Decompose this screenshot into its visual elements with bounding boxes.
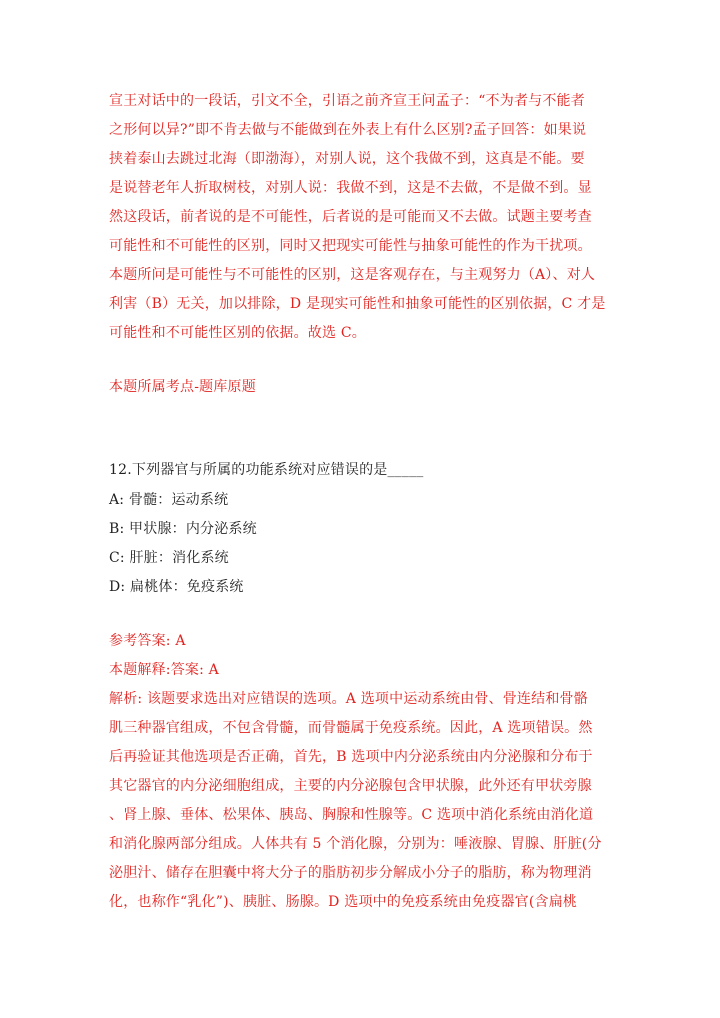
option-d: D: 扁桃体：免疫系统 (109, 579, 244, 595)
explanation-line: 挟着泰山去跳过北海（即渤海），对别人说，这个我做不到，这真是不能。要 (109, 151, 585, 167)
reference-answer: 参考答案: A (109, 633, 186, 649)
option-c: C: 肝脏：消化系统 (109, 550, 229, 566)
analysis-line: 泌胆汁、储存在胆囊中将大分子的脂肪初步分解成小分子的脂肪，称为物理消 (109, 865, 592, 881)
option-a: A: 骨髓：运动系统 (109, 492, 229, 508)
analysis-line: 后再验证其他选项是否正确，首先，B 选项中内分泌系统由内分泌腺和分布于 (109, 749, 593, 765)
analysis-line: 其它器官的内分泌细胞组成，主要的内分泌腺包含甲状腺，此外还有甲状旁腺 (109, 778, 592, 794)
analysis-line: 肌三种器官组成，不包含骨髓，而骨髓属于免疫系统。因此，A 选项错误。然 (109, 720, 593, 736)
question-stem: 12.下列器官与所属的功能系统对应错误的是_____ (109, 462, 424, 478)
explanation-line: 可能性和不可能性区别的依据。故选 C。 (109, 325, 366, 341)
analysis-line: 和消化腺两部分组成。人体共有 5 个消化腺，分别为：唾液腺、胃腺、肝脏(分 (109, 836, 602, 852)
option-b: B: 甲状腺：内分泌系统 (109, 521, 257, 537)
analysis-line: 解析: 该题要求选出对应错误的选项。A 选项中运动系统由骨、骨连结和骨骼 (109, 691, 588, 707)
answer-explain-label: 本题解释:答案: A (109, 662, 219, 678)
source-note: 本题所属考点-题库原题 (109, 379, 256, 395)
explanation-line: 可能性和不可能性的区别，同时又把现实可能性与抽象可能性的作为干扰项。 (109, 238, 592, 254)
analysis-line: 、肾上腺、垂体、松果体、胰岛、胸腺和性腺等。C 选项中消化系统由消化道 (109, 807, 594, 823)
explanation-line: 是说替老年人折取树枝，对别人说：我做不到，这是不去做，不是做不到。显 (109, 180, 592, 196)
analysis-line: 化，也称作“乳化”)、胰脏、肠腺。D 选项中的免疫系统由免疫器官(含扁桃 (109, 894, 578, 910)
explanation-line: 本题所问是可能性与不可能性的区别，这是客观存在，与主观努力（A）、对人 (109, 267, 596, 283)
explanation-line: 之形何以异?”即不肯去做与不能做到在外表上有什么区别?孟子回答：如果说 (109, 122, 587, 138)
explanation-line: 宣王对话中的一段话，引文不全，引语之前齐宣王问孟子：“不为者与不能者 (109, 93, 585, 109)
explanation-line: 利害（B）无关，加以排除，D 是现实可能性和抽象可能性的区别依据，C 才是 (109, 296, 606, 312)
explanation-line: 然这段话，前者说的是不可能性，后者说的是可能而又不去做。试题主要考查 (109, 209, 592, 225)
